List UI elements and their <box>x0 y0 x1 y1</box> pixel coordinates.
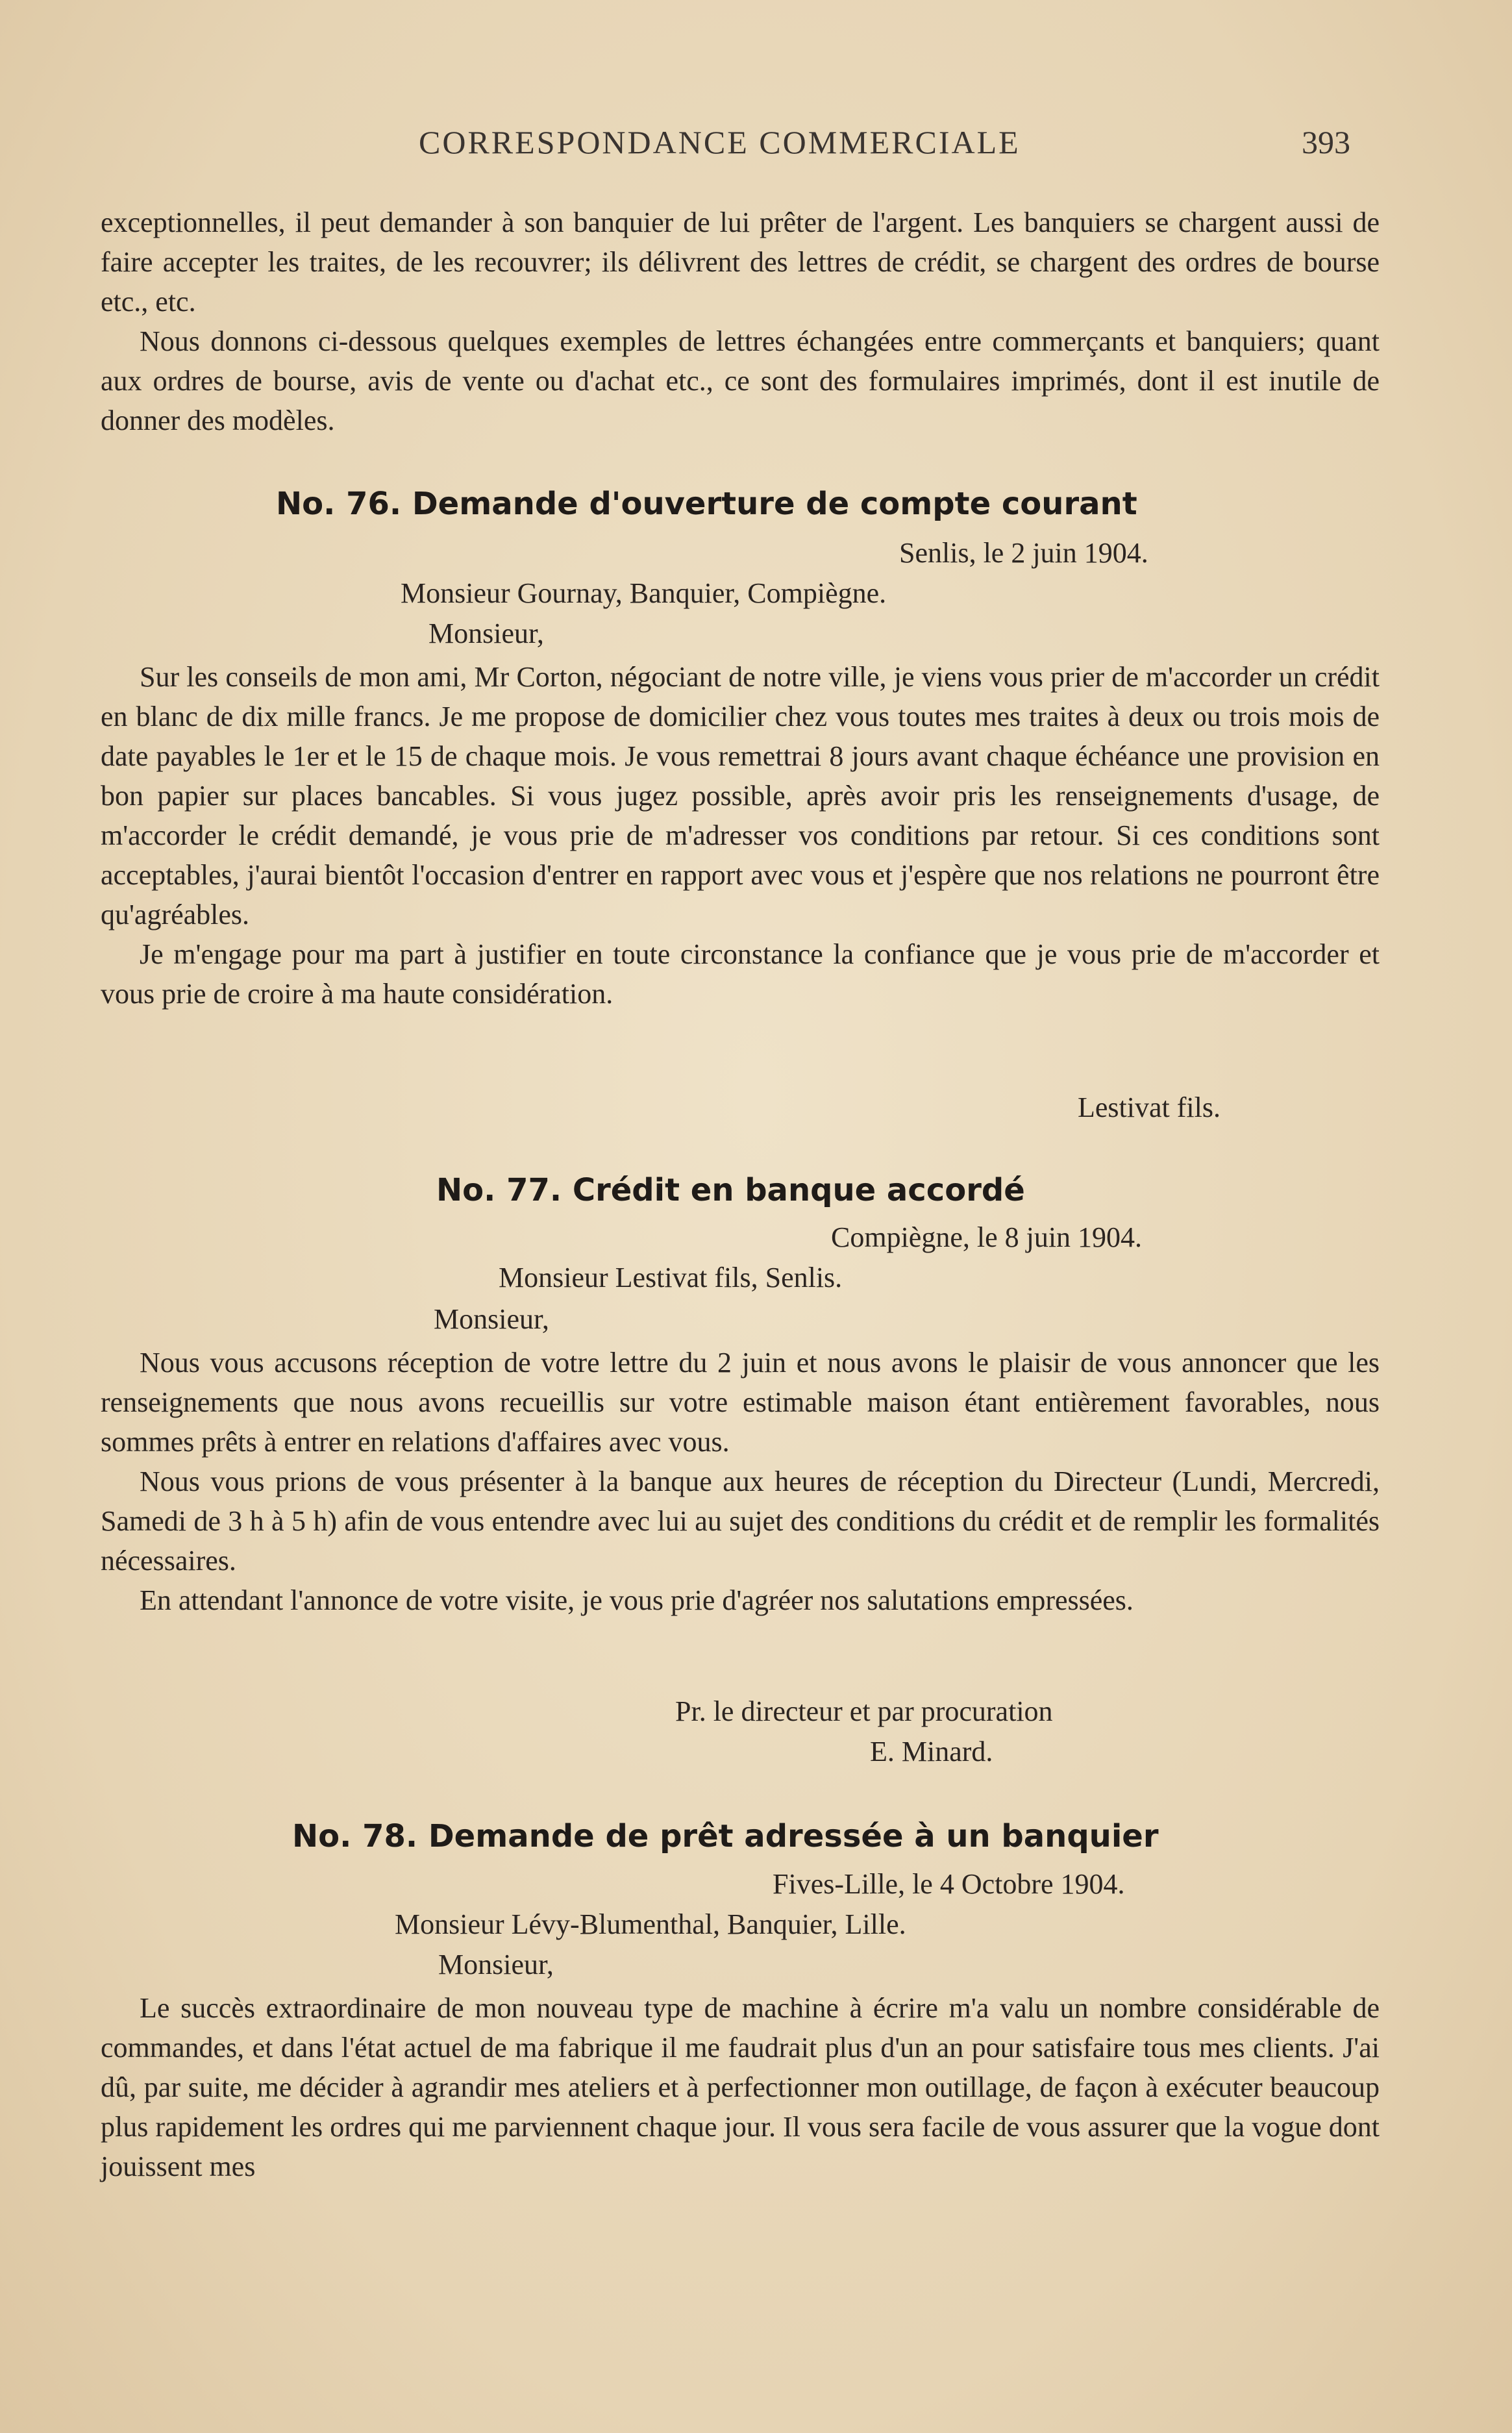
letter-77-heading: No. 77. Crédit en banque accordé <box>436 1172 1025 1208</box>
intro-paragraph-2: Nous donnons ci-dessous quelques exemples de lettres échangées entre commerçants et banquiers; quant aux ordres de bourse, avis de vente ou d'achat etc., ce sont des formulaires imprimés, dont il est inutile de donner des modèles. <box>101 325 1380 436</box>
letter-78-address: Monsieur Lévy-Blumenthal, Banquier, Lille. <box>395 1908 906 1940</box>
intro-paragraph-1: exceptionnelles, il peut demander à son banquier de lui prêter de l'argent. Les banquiers se chargent aussi de faire accepter les traites, de les recouvrer; ils délivrent des lettres de crédit, se chargent des ordres de bourse etc., etc. <box>101 206 1380 318</box>
letter-77-date: Compiègne, le 8 juin 1904. <box>831 1221 1143 1253</box>
running-header <box>0 123 1512 169</box>
letter-77-signature-line-1: Pr. le directeur et par procuration <box>675 1695 1053 1727</box>
page-number: 393 <box>1302 124 1350 160</box>
letter-78-date: Fives-Lille, le 4 Octobre 1904. <box>773 1868 1125 1900</box>
intro-section <box>101 203 1380 440</box>
letter-77-address: Monsieur Lestivat fils, Senlis. <box>499 1262 843 1293</box>
letter-77-signature-line-2: E. Minard. <box>870 1736 993 1767</box>
letter-76-heading: No. 76. Demande d'ouverture de compte courant <box>276 486 1137 522</box>
letter-78-body-paragraph-1: Le succès extraordinaire de mon nouveau type de machine à écrire m'a valu un nombre considérable de commandes, et dans l'état actuel de ma fabrique il me faudrait plus d'un an pour satisfaire tous mes clients. J'ai dû, par suite, me décider à agrandir mes ateliers et à perfectionner mon outillage, de façon à exécuter beaucoup plus rapidement les ordres qui me parviennent chaque jour. Il vous sera facile de vous assurer que la vogue dont jouissent mes <box>101 1992 1380 2182</box>
letter-77-salutation: Monsieur, <box>434 1303 549 1335</box>
letter-77-body <box>101 1343 1380 1620</box>
letter-76-body-paragraph-2: Je m'engage pour ma part à justifier en toute circonstance la confiance que je vous prie de m'accorder et vous prie de croire à ma haute considération. <box>101 938 1380 1010</box>
letter-78-heading: No. 78. Demande de prêt adressée à un banquier <box>292 1818 1159 1854</box>
letter-76-address: Monsieur Gournay, Banquier, Compiègne. <box>401 577 887 609</box>
letter-76-salutation: Monsieur, <box>428 618 544 649</box>
letter-78-body <box>101 1988 1380 2186</box>
letter-77-body-paragraph-1: Nous vous accusons réception de votre lettre du 2 juin et nous avons le plaisir de vous annoncer que les renseignements que nous avons recueillis sur votre estimable maison étant entièrement favorables, nous sommes prêts à entrer en relations d'affaires avec vous. <box>101 1347 1380 1458</box>
letter-76-body-paragraph-1: Sur les conseils de mon ami, Mr Corton, négociant de notre ville, je viens vous prier de m'accorder un crédit en blanc de dix mille francs. Je me propose de domicilier chez vous toutes mes traites à deux ou trois mois de date payables le 1er et le 15 de chaque mois. Je vous remettrai 8 jours avant chaque échéance une provision en bon papier sur places bancables. Si vous jugez possible, après avoir pris les renseignements d'usage, de m'accorder le crédit demandé, je vous prie de m'adresser vos conditions par retour. Si ces conditions sont acceptables, j'aurai bientôt l'occasion d'entrer en rapport avec vous et j'espère que nos relations ne pourront être qu'agréables. <box>101 661 1380 930</box>
letter-77-body-paragraph-2: Nous vous prions de vous présenter à la banque aux heures de réception du Directeur (Lundi, Mercredi, Samedi de 3 h à 5 h) afin de vous entendre avec lui au sujet des conditions du crédit et de remplir les formalités nécessaires. <box>101 1466 1380 1577</box>
letter-77-body-paragraph-3: En attendant l'annonce de votre visite, je vous prie d'agréer nos salutations empressées. <box>140 1584 1134 1616</box>
running-title: CORRESPONDANCE COMMERCIALE <box>419 124 1021 160</box>
letter-76-signature: Lestivat fils. <box>1078 1092 1221 1123</box>
letter-76-date: Senlis, le 2 juin 1904. <box>899 537 1148 569</box>
letter-76-body <box>101 657 1380 1014</box>
letter-78-salutation: Monsieur, <box>438 1949 554 1980</box>
